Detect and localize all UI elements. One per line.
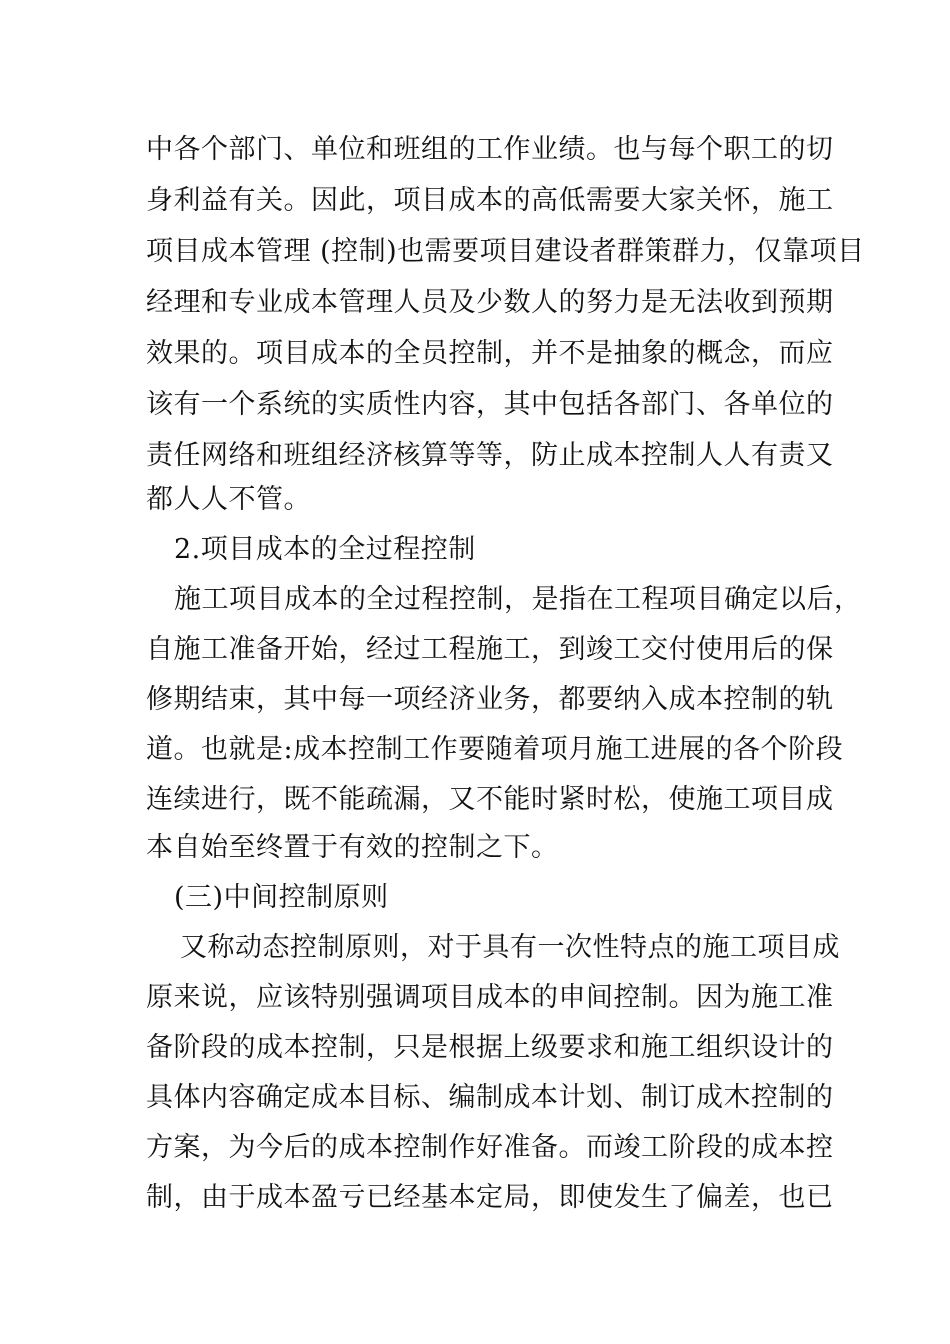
- text-line: 备阶段的成本控制，只是根据上级要求和施工组织设计的: [146, 1032, 834, 1063]
- text-line: 责任网络和班组经济核算等等，防止成本控制人人有责又: [146, 440, 834, 471]
- section-heading: 2.项目成本的全过程控制: [174, 534, 476, 565]
- text-line: 施工项目成本的全过程控制，是指在工程项目确定以后，: [174, 584, 862, 615]
- text-line: 自施工准备开始，经过工程施工，到竣工交付使用后的保: [146, 634, 834, 665]
- text-line: 身利益有关。因此，项目成本的高低需要大家关怀，施工: [146, 185, 834, 216]
- text-line: 本自始至终置于有效的控制之下。: [146, 832, 559, 863]
- section-heading: (三)中间控制原则: [174, 882, 389, 913]
- text-line: 连续进行，既不能疏漏，又不能时紧时松，使施工项目成: [146, 784, 834, 815]
- text-line: 修期结束，其中每一项经济业务，都要纳入成本控制的轨: [146, 684, 834, 715]
- text-line: 原来说，应该特别强调项目成本的申间控制。因为施工准: [146, 982, 834, 1013]
- text-line: 具体内容确定成本目标、编制成本计划、制订成木控制的: [146, 1082, 834, 1113]
- text-line: 中各个部门、单位和班组的工作业绩。也与每个职工的切: [146, 134, 834, 165]
- text-line: 项目成本管理 (控制)也需要项目建设者群策群力，仅靠项目: [146, 236, 865, 267]
- text-line: 都人人不管。: [146, 484, 311, 515]
- text-line: 道。也就是:成本控制工作要随着项月施工进展的各个阶段: [146, 734, 844, 765]
- text-line: 制，由于成本盈亏已经基本定局，即使发生了偏差，也已: [146, 1182, 834, 1213]
- text-line: 又称动态控制原则，对于具有一次性特点的施工项目成: [180, 932, 840, 963]
- text-line: 方案，为今后的成本控制作好准备。而竣工阶段的成本控: [146, 1132, 834, 1163]
- text-line: 经理和专业成本管理人员及少数人的努力是无法收到预期: [146, 287, 834, 318]
- text-line: 该有一个系统的实质性内容，其中包括各部门、各单位的: [146, 389, 834, 420]
- text-line: 效果的。项目成本的全员控制，并不是抽象的概念，而应: [146, 338, 834, 369]
